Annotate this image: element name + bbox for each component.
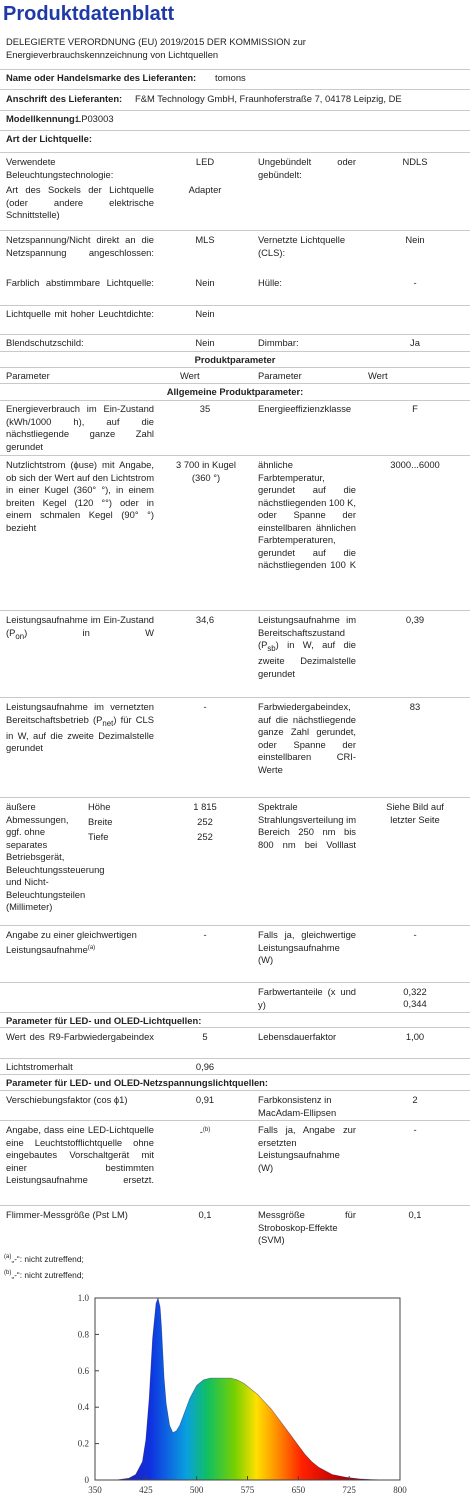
luminance-row [0, 305, 470, 319]
maintenance-label: Lichtstromerhalt [6, 1061, 73, 1072]
x-tick-label: 425 [139, 1485, 153, 1495]
pon-row [0, 610, 470, 679]
lightsource-type-label: Art der Lichtquelle: [6, 133, 92, 144]
mains-params-header: Parameter für LED- und OLED-Netzspannungslichtquellen: [6, 1077, 269, 1088]
pon-label: Leistungsaufnahme im Ein-Zustand $(P_{on})$ in W [6, 614, 154, 641]
cls-label: Vernetzte Lichtquelle (CLS): [258, 234, 346, 258]
y-tick-label: 1.0 [77, 1293, 89, 1303]
col-value-2: Wert [368, 370, 388, 381]
cls-value: Nein [405, 234, 425, 245]
maintenance-row [0, 1058, 470, 1072]
col-value-1: Wert [180, 370, 200, 381]
luminance-value: Nein [195, 308, 215, 319]
spd-value: Siehe Bild auf letzter Seite [386, 801, 444, 825]
glare-value: Nein [195, 337, 215, 348]
col-param-1: Parameter [6, 370, 50, 381]
envelope-value: - [413, 277, 417, 288]
dimensions-row [0, 797, 470, 912]
flicker-row [0, 1205, 470, 1245]
product-params-header-row [0, 351, 470, 365]
pnet-label: Leistungsaufnahme im vernetzten Bereitschaftsbetrieb $(P_{net})$ für CLS in W, auf die zweite Dezimalstelle gerundet [6, 701, 154, 754]
energy-label: Energieverbrauch im Ein-Zustand (kWh/1000 h), auf die nächstliegende ganze Zahl gerundet [6, 403, 154, 452]
r9-value: 5 [202, 1031, 208, 1042]
intro-text: DELEGIERTE VERORDNUNG (EU) 2019/2015 DER KOMMISSION zur Energieverbrauchskennzeichnung von Lichtquellen [6, 36, 306, 60]
energy-value: 35 [199, 403, 211, 414]
power-factor-value: 0,91 [195, 1094, 215, 1105]
macadam-value: 2 [412, 1094, 418, 1105]
cri-value: 83 [409, 701, 421, 712]
psb-value: 0,39 [405, 614, 425, 625]
socket-value: Adapter [188, 184, 222, 195]
glare-row [0, 334, 470, 348]
supplier-name-label: Name oder Handelsmarke des Lieferanten: [6, 72, 197, 83]
supplier-address: F&M Technology GmbH, Fraunhoferstraße 7, 04178 Leipzig, DE [135, 93, 402, 104]
lightsource-type-row [0, 130, 470, 144]
col-param-2: Parameter [258, 370, 302, 381]
flicker-label: Flimmer-Messgröße (Pst LM) [6, 1209, 128, 1220]
width-value: 252 [197, 816, 213, 827]
psb-label: Leistungsaufnahme im Bereitschaftszustand $(P_{sb})$ in W, auf die zweite Dezimalstelle gerundet [258, 614, 356, 679]
height-label: Höhe [88, 801, 111, 812]
chroma-x-value: 0,322 [403, 986, 427, 997]
flux-value: 3 700 in Kugel (360 °) [176, 459, 236, 483]
equivalent-row [0, 925, 470, 965]
pnet-value: - [203, 701, 207, 712]
power-factor-label: Verschiebungsfaktor (cos ϕ1) [6, 1094, 128, 1105]
svm-value: 0,1 [408, 1209, 422, 1220]
energy-row [0, 400, 470, 452]
x-tick-label: 500 [189, 1485, 204, 1495]
technology-label: Verwendete Beleuchtungstechnologie: [6, 156, 114, 180]
macadam-label: Farbkonsistenz in MacAdam-Ellipsen [258, 1094, 337, 1118]
y-tick-label: 0.8 [77, 1329, 89, 1340]
supplier-address-label: Anschrift des Lieferanten: [6, 93, 123, 104]
x-tick-label: 725 [342, 1485, 356, 1495]
page-title: Produktdatenblatt [3, 3, 175, 25]
focused-label: Ungebündelt oder gebündelt: [258, 156, 356, 180]
chroma-y-value: 0,344 [403, 998, 427, 1009]
x-tick-label: 575 [240, 1485, 255, 1495]
column-header-row [0, 367, 470, 381]
flux-row [0, 455, 470, 570]
mains-value: MLS [195, 234, 215, 245]
led-header: Parameter für LED- und OLED-Lichtquellen: [6, 1015, 202, 1026]
cct-label: ähnliche Farbtemperatur, gerundet auf die nächstliegenden 100 K, oder Spanne der einstellbaren ähnlichen Farbtemperaturen, gerundet auf die nächstliegenden 100 K [258, 459, 356, 570]
x-tick-label: 650 [291, 1485, 306, 1495]
dimensions-label: äußere Abmessungen, ggf. ohne separates Betriebsgerät, Beleuchtungssteuerung und Nicht-Beleuchtungsteilen (Millimeter) [6, 801, 105, 912]
x-tick-label: 800 [393, 1485, 407, 1495]
technology-value: LED [195, 156, 215, 167]
eclass-label: Energieeffizienzklasse [258, 403, 352, 414]
dimmable-value: Ja [410, 337, 420, 348]
led-header-row [0, 1012, 470, 1026]
equivalent-value: - [203, 929, 207, 940]
replace2-label: Falls ja, Angabe zur ersetzten Leistungsaufnahme (W) [258, 1124, 356, 1173]
r9-row [0, 1027, 470, 1042]
r9-label: Wert des R9-Farbwiedergabeindex [6, 1031, 154, 1042]
flux-label: Nutzlichtstrom (ϕuse) mit Angabe, ob sich der Wert auf den Lichtstrom in einer Kugel (360° °), in einem breiten Kegel (120 °°) oder in einem schmalen Kegel (90° °) bezieht [6, 459, 154, 533]
focused-value: NDLS [402, 156, 428, 167]
chroma-row [0, 982, 470, 1010]
y-tick-label: 0.6 [77, 1365, 89, 1376]
spd-label: Spektrale Strahlungsverteilung im Bereich 250 nm bis 800 nm bei Volllast [258, 801, 356, 850]
replace-value: -$^{(b)}$ [199, 1126, 211, 1138]
chroma-label: Farbwertanteile (x und y) [258, 986, 356, 1010]
footnote-b: $^{(b)}$„-“: nicht zutreffend; [4, 1269, 84, 1280]
replace-label: Angabe, dass eine LED-Lichtquelle eine Leuchtstofflichtquelle ohne eingebautes Vorschaltgerät mit einer bestimmten Leistungsaufnahme ersetzt. [6, 1124, 154, 1185]
ifyes-value: - [413, 929, 417, 940]
general-header: Allgemeine Produktparameter: [166, 386, 304, 397]
glare-label: Blendschutzschild: [6, 337, 84, 348]
mains-row [0, 230, 470, 258]
lifetime-value: 1,00 [405, 1031, 425, 1042]
luminance-label: Lichtquelle mit hoher Leuchtdichte: [6, 308, 154, 319]
ifyes-label: Falls ja, gleichwertige Leistungsaufnahme (W) [258, 929, 356, 965]
general-header-row [0, 383, 470, 397]
maintenance-value: 0,96 [195, 1061, 215, 1072]
model-label: Modellkennung: [6, 113, 78, 124]
footnote-a: $^{(a)}$„-“: nicht zutreffend; [4, 1253, 84, 1264]
color-tunable-label: Farblich abstimmbare Lichtquelle: [6, 277, 154, 288]
pnet-row [0, 697, 470, 775]
height-value: 1 815 [193, 801, 217, 812]
dimmable-label: Dimmbar: [258, 337, 299, 348]
depth-value: 252 [197, 831, 213, 842]
color-tunable-value: Nein [195, 277, 215, 288]
spectrum-chart [0, 1288, 470, 1500]
cri-label: Farbwiedergabeindex, auf die nächstliegende ganze Zahl gerundet, oder Spanne der einstellbaren CRI-Werte [258, 701, 356, 775]
power-factor-row [0, 1090, 470, 1118]
mains-header-row [0, 1074, 470, 1088]
replace2-value: - [413, 1124, 417, 1135]
model-row [0, 110, 470, 124]
y-tick-label: 0.2 [77, 1438, 89, 1449]
cct-value: 3000...6000 [390, 459, 440, 470]
mains-label: Netzspannung/Nicht direkt an die Netzspannung angeschlossen: [6, 234, 154, 258]
supplier-address-row [0, 89, 470, 104]
y-tick-label: 0.4 [77, 1402, 89, 1413]
svm-label: Messgröße für Stroboskop-Effekte (SVM) [258, 1209, 356, 1245]
technology-row [0, 152, 470, 180]
y-tick-label: 0 [84, 1475, 89, 1485]
x-tick-label: 350 [88, 1485, 102, 1495]
envelope-label: Hülle: [258, 277, 282, 288]
pon-value: 34,6 [195, 614, 215, 625]
equivalent-label: Angabe zu einer gleichwertigen Leistungsaufnahme$^{(a)}$ [6, 929, 137, 955]
depth-label: Tiefe [88, 831, 109, 842]
model-id: LP03003 [76, 113, 114, 124]
eclass-value: F [412, 403, 418, 414]
lifetime-label: Lebensdauerfaktor [258, 1031, 337, 1042]
product-params-header: Produktparameter [194, 354, 276, 365]
socket-label: Art des Sockels der Lichtquelle (oder andere elektrische Schnittstelle) [6, 184, 154, 220]
supplier-name-row [0, 69, 470, 83]
replace-row [0, 1120, 470, 1185]
supplier-name: tomons [215, 72, 246, 83]
flicker-value: 0,1 [198, 1209, 212, 1220]
width-label: Breite [88, 816, 113, 827]
